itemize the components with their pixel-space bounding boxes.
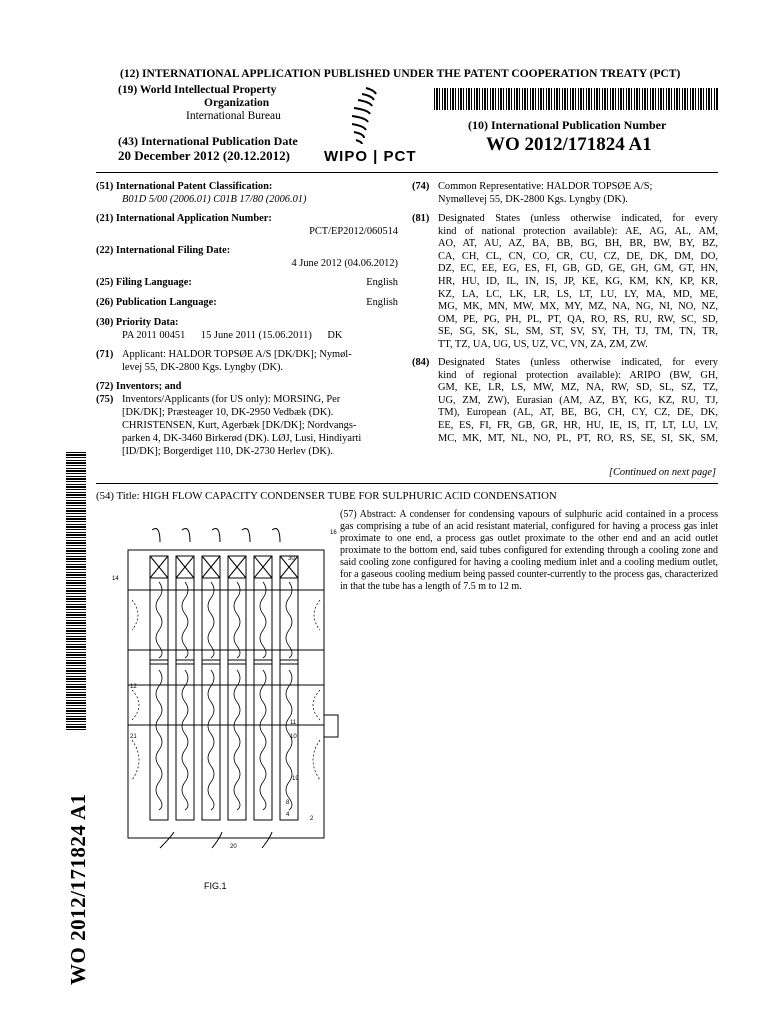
designated-states-line: HR, HU, ID, IL, IN, IS, JP, KE, KG, KM, KN, KP, KR, [438, 275, 718, 287]
inv-line5: [ID/DK]; Borgerdiget 110, DK-2730 Herlev (DK). [122, 446, 333, 457]
applicant-line1: Applicant: HALDOR TOPSØE A/S [DK/DK]; Nymøl- [122, 349, 352, 360]
svg-text:16: 16 [330, 530, 337, 536]
wipo-logo: WIPO | PCT [326, 86, 426, 166]
priority-value: PA 2011 00451 15 June 2011 (15.06.2011) DK [122, 330, 343, 341]
figure-caption: FIG.1 [204, 881, 227, 891]
svg-text:4: 4 [286, 812, 290, 818]
figure-1 [100, 520, 350, 850]
continued-note: [Continued on next page] [608, 467, 716, 478]
filingdate-label: (22) International Filing Date: [96, 245, 231, 256]
ipc-value: B01D 5/00 (2006.01) C01B 17/80 (2006.01) [122, 194, 307, 205]
priority-label: (30) Priority Data: [96, 317, 179, 328]
designated-states-line: kind of national protection available): AE, AG, AL, AM, [438, 225, 718, 237]
svg-text:10: 10 [290, 734, 297, 740]
pubdate: 20 December 2012 (20.12.2012) [118, 148, 290, 163]
designated-states-line: KZ, LA, LC, LK, LR, LS, LT, LU, LY, MA, MD, ME, [438, 288, 718, 300]
designated-states-line: TM), European (AL, AT, BE, BG, CH, CY, CZ, DE, DK, [438, 407, 718, 419]
side-barcode [66, 452, 86, 730]
filingdate-value: 4 June 2012 (04.06.2012) [291, 258, 398, 269]
ds81-num: (81) [412, 213, 430, 224]
designated-states-line: OM, PE, PG, PH, PL, PT, QA, RO, RS, RU, RW, SC, SD, [438, 313, 718, 325]
publang-value: English [366, 297, 398, 308]
designated-states-line: Designated States (unless otherwise indicated, for every [438, 213, 718, 224]
applicant-num: (71) [96, 349, 114, 360]
svg-text:30: 30 [288, 556, 295, 562]
inventors-label: (72) Inventors; and [96, 381, 182, 392]
condenser-diagram-icon [100, 520, 350, 850]
filinglang-label: (25) Filing Language: [96, 277, 192, 288]
designated-states-line: EE, ES, FI, FR, GB, GR, HR, HU, IE, IS, IT, LT, LU, LV, [438, 419, 718, 431]
header-divider [96, 172, 718, 173]
designated-states-line: MC, MK, MT, NL, NO, PL, PT, RO, RS, SE, SI, SK, SM, [438, 432, 718, 444]
bureau: International Bureau [186, 110, 281, 122]
inv-num: (75) [96, 394, 114, 405]
appnum-label: (21) International Application Number: [96, 213, 272, 224]
ds84-num: (84) [412, 357, 430, 368]
designated-states-line: SE, SG, SK, SL, SM, ST, SV, SY, TH, TJ, TM, TN, TR, [438, 326, 718, 338]
publang-label: (26) Publication Language: [96, 297, 217, 308]
org-line1: (19) World Intellectual Property [118, 84, 277, 96]
ipc-label: (51) International Patent Classification: [96, 181, 273, 192]
svg-text:19: 19 [292, 776, 299, 782]
side-number: WO 2012/171824 A1 [66, 793, 90, 985]
designated-states-line: AO, AT, AU, AZ, BA, BB, BG, BH, BR, BW, BY, BZ, [438, 238, 718, 250]
appnum-value: PCT/EP2012/060514 [309, 226, 398, 237]
inv-line3: CHRISTENSEN, Kurt, Agerbæk [DK/DK]; Nordvangs- [122, 420, 357, 431]
svg-text:11: 11 [290, 720, 297, 726]
rep-line1: Common Representative: HALDOR TOPSØE A/S; [438, 181, 653, 192]
designated-states-line: GM, KE, LR, LS, MW, MZ, NA, RW, SD, SL, SZ, TZ, [438, 382, 718, 394]
title: (54) Title: HIGH FLOW CAPACITY CONDENSER TUBE FOR SULPHURIC ACID CONDENSATION [96, 490, 557, 502]
svg-text:12: 12 [130, 684, 137, 690]
applicant-line2: levej 55, DK-2800 Kgs. Lyngby (DK). [122, 362, 284, 373]
pubnum: WO 2012/171824 A1 [486, 134, 652, 155]
rep-num: (74) [412, 181, 430, 192]
designated-states-line: DZ, EC, EE, EG, ES, FI, GB, GD, GE, GH, GM, GT, HN, [438, 263, 718, 275]
designated-states-regional [438, 357, 718, 445]
inv-line4: parken 4, DK-3460 Birkerød (DK). LØJ, Lusi, Hindiyarti [122, 433, 362, 444]
svg-text:14: 14 [112, 576, 119, 582]
org-line2: Organization [204, 97, 270, 109]
rep-line2: Nymøllevej 55, DK-2800 Kgs. Lyngby (DK). [438, 194, 628, 205]
title-divider [96, 483, 718, 484]
designated-states-line: Designated States (unless otherwise indicated, for every [438, 357, 718, 368]
barcode [434, 88, 718, 110]
pubdate-label: (43) International Publication Date [118, 134, 298, 148]
svg-text:21: 21 [130, 734, 137, 740]
inv-line2: [DK/DK]; Præsteager 10, DK-2950 Vedbæk (DK). [122, 407, 334, 418]
svg-text:8: 8 [286, 800, 290, 806]
abstract: (57) Abstract: A condenser for condensing vapours of sulphuric acid contained in a process gas comprising a tube of an acid resistant material, configured for having a process gas inlet proximate to one end, a process gas outlet proximate to the other end and an acid outlet proximate to the bottom end, said tubes configured for extending through a cooling zone and said cooling zone configured for having a cooling medium inlet and a cooling medium outlet, for a gaseous cooling medium being passed counter-currently to the process gas, characterized in that the tube has a length of 7.5 m to 12 m. [340, 509, 718, 592]
designated-states-national [438, 213, 718, 352]
svg-text:2: 2 [310, 816, 314, 822]
svg-text:20: 20 [230, 844, 237, 850]
pubnum-label: (10) International Publication Number [468, 118, 667, 132]
designated-states-line: CA, CH, CL, CN, CO, CR, CU, CZ, DE, DK, DM, DO, [438, 250, 718, 262]
designated-states-line: TT, TZ, UA, UG, US, UZ, VC, VN, ZA, ZM, ZW. [438, 338, 648, 350]
filinglang-value: English [366, 277, 398, 288]
treaty-heading: (12) INTERNATIONAL APPLICATION PUBLISHED UNDER THE PATENT COOPERATION TREATY (PCT) [120, 68, 681, 80]
designated-states-line: MG, MK, MN, MW, MX, MY, MZ, NA, NG, NI, NO, NZ, [438, 301, 718, 313]
inv-line1: Inventors/Applicants (for US only): MORSING, Per [122, 394, 341, 405]
designated-states-line: UG, ZM, ZW), Eurasian (AM, AZ, BY, KG, KZ, RU, TJ, [438, 394, 718, 406]
designated-states-line: kind of regional protection available): ARIPO (BW, GH, [438, 369, 718, 381]
